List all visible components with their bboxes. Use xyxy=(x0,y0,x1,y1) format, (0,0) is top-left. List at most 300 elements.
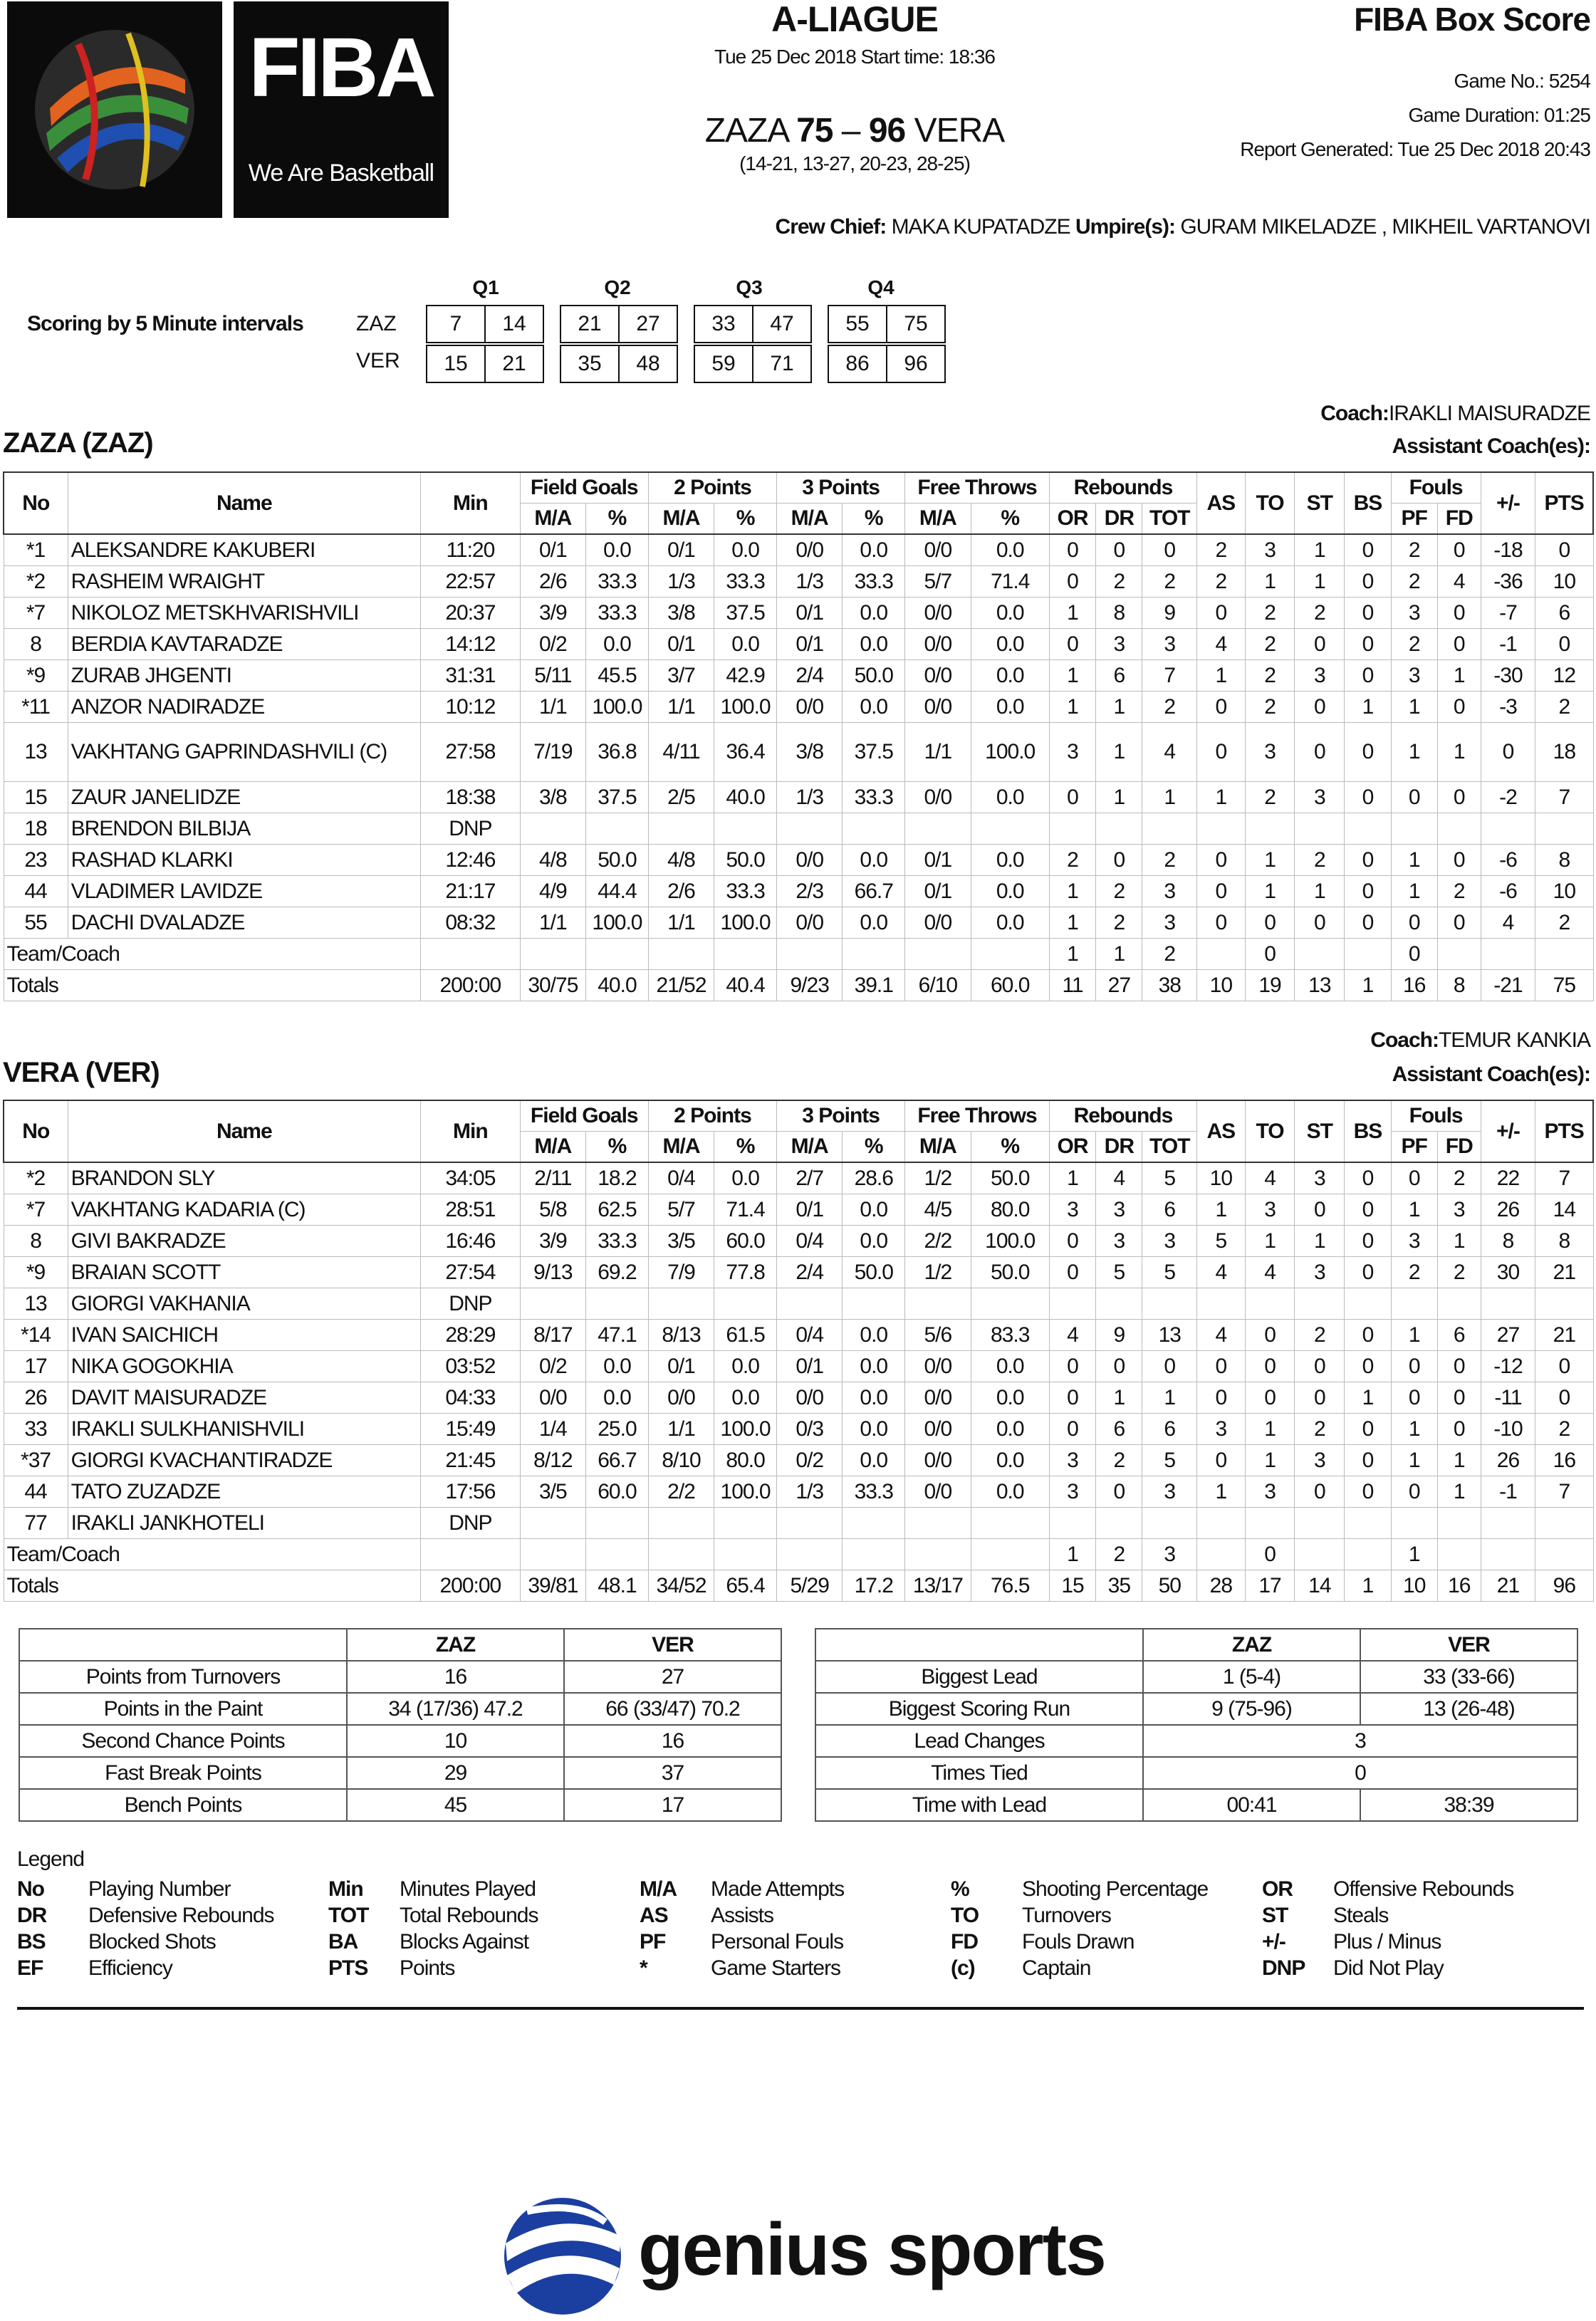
legend-description: Fouls Drawn xyxy=(1022,1930,1135,1954)
player-stat-cell: 80.0 xyxy=(971,1194,1049,1226)
legend-abbr: OR xyxy=(1262,1877,1293,1901)
legend-abbr: % xyxy=(951,1877,969,1901)
player-row xyxy=(4,598,1593,629)
player-stat-cell: 0/1 xyxy=(905,845,971,876)
player-stat-cell: 0.0 xyxy=(586,1351,649,1382)
col-percent: % xyxy=(586,504,649,535)
totals-row-cell: 16 xyxy=(1437,1570,1481,1602)
player-stat-cell: 0.0 xyxy=(843,907,905,939)
player-stat-cell: 0 xyxy=(1345,660,1391,692)
stats-row xyxy=(815,1693,1577,1725)
col-fouls: Fouls xyxy=(1391,472,1481,504)
player-number: 55 xyxy=(4,907,68,939)
player-stat-cell: 0 xyxy=(1096,1476,1142,1508)
col-points: PTS xyxy=(1535,1100,1593,1162)
stats-value: 37 xyxy=(564,1757,781,1789)
player-stat-cell: 0/0 xyxy=(777,1382,843,1414)
player-stat-cell xyxy=(520,1288,585,1320)
stats-row xyxy=(19,1789,781,1821)
legend-description: Defensive Rebounds xyxy=(88,1904,274,1927)
player-stat-cell: 0.0 xyxy=(971,1414,1049,1445)
player-name: GIORGI KVACHANTIRADZE xyxy=(68,1445,420,1476)
player-stat-cell: 1/3 xyxy=(777,782,843,813)
stats-label: Points in the Paint xyxy=(19,1693,347,1725)
player-number: 44 xyxy=(4,876,68,907)
player-stat-cell: 50.0 xyxy=(586,845,649,876)
player-stat-cell: 0.0 xyxy=(714,534,777,566)
stats-value: 29 xyxy=(347,1757,564,1789)
col-personal-fouls: PF xyxy=(1391,1132,1437,1163)
player-number: 23 xyxy=(4,845,68,876)
player-stat-cell: 0.0 xyxy=(971,534,1049,566)
col-percent: % xyxy=(843,504,905,535)
player-row xyxy=(4,1414,1593,1445)
player-stat-cell: -12 xyxy=(1481,1351,1535,1382)
stats-label: Second Chance Points xyxy=(19,1725,347,1757)
player-stat-cell: 0.0 xyxy=(843,1351,905,1382)
player-stat-cell: 60.0 xyxy=(714,1226,777,1257)
player-stat-cell: 3/9 xyxy=(520,598,585,629)
player-stat-cell xyxy=(1197,1288,1246,1320)
stats-value: 0 xyxy=(1143,1757,1577,1789)
col-2-points: 2 Points xyxy=(648,472,776,504)
fiba-logo xyxy=(7,1,449,218)
player-stat-cell: 33.3 xyxy=(843,782,905,813)
player-stat-cell xyxy=(520,813,585,845)
player-stat-cell xyxy=(905,813,971,845)
interval-value: 14 xyxy=(502,312,526,335)
player-stat-cell: 0 xyxy=(1197,723,1246,782)
player-stat-cell: 45.5 xyxy=(586,660,649,692)
col-made-attempts: M/A xyxy=(905,1132,971,1163)
totals-row-cell: 16 xyxy=(1391,970,1437,1001)
player-stat-cell xyxy=(1345,1288,1391,1320)
player-stat-cell: 1 xyxy=(1096,723,1142,782)
player-stat-cell: 0 xyxy=(1096,1351,1142,1382)
player-row xyxy=(4,907,1593,939)
player-stat-cell: 0/0 xyxy=(777,907,843,939)
player-stat-cell: 33.3 xyxy=(586,1226,649,1257)
genius-globe-icon xyxy=(499,2194,627,2318)
player-stat-cell: 1 xyxy=(1245,566,1295,598)
player-stat-cell: 2 xyxy=(1391,1257,1437,1288)
player-stat-cell: 0 xyxy=(1345,1194,1391,1226)
player-stat-cell: 2 xyxy=(1096,907,1142,939)
player-stat-cell: 7 xyxy=(1535,782,1593,813)
player-stat-cell: 1 xyxy=(1197,782,1246,813)
fiba-tagline: We Are Basketball xyxy=(248,160,434,187)
team-coach-row-cell xyxy=(1295,939,1345,970)
player-stat-cell: 1/1 xyxy=(905,723,971,782)
final-score xyxy=(627,111,1083,150)
stats-value: 38:39 xyxy=(1360,1789,1577,1821)
player-stat-cell: 1 xyxy=(1096,1382,1142,1414)
interval-value: 33 xyxy=(695,306,753,342)
player-stat-cell: 0/0 xyxy=(905,629,971,660)
player-stat-cell xyxy=(1345,813,1391,845)
totals-row-cell: 8 xyxy=(1437,970,1481,1001)
player-stat-cell: -10 xyxy=(1481,1414,1535,1445)
col-percent: % xyxy=(714,504,777,535)
player-number: 13 xyxy=(4,723,68,782)
totals-row-cell: 1 xyxy=(1345,970,1391,1001)
player-stat-cell: 33.3 xyxy=(586,598,649,629)
player-stat-cell: 5 xyxy=(1142,1257,1197,1288)
totals-row-cell: 40.0 xyxy=(586,970,649,1001)
player-stat-cell: 0.0 xyxy=(971,907,1049,939)
totals-row-cell: 76.5 xyxy=(971,1570,1049,1602)
crew-chief: MAKA KUPATADZE xyxy=(891,215,1070,239)
player-stat-cell: 1 xyxy=(1197,1194,1246,1226)
player-stat-cell: 3 xyxy=(1295,1162,1345,1194)
team-coach-row-cell xyxy=(1481,939,1535,970)
player-stat-cell: 0/0 xyxy=(777,692,843,723)
away-team-name: VERA xyxy=(914,112,1005,150)
stats-value: 9 (75-96) xyxy=(1143,1693,1360,1725)
player-stat-cell: 0 xyxy=(1295,723,1345,782)
stats-value: 45 xyxy=(347,1789,564,1821)
box-body xyxy=(4,1162,1593,1602)
box-header xyxy=(4,472,1593,534)
player-stat-cell: 6 xyxy=(1437,1320,1481,1351)
stats-header-cell: ZAZ xyxy=(1143,1629,1360,1661)
col-steals: ST xyxy=(1295,472,1345,534)
player-name: RASHAD KLARKI xyxy=(68,845,420,876)
interval-box-q4-ver xyxy=(828,345,946,383)
interval-box-q1-ver xyxy=(426,345,544,383)
player-stat-cell: -11 xyxy=(1481,1382,1535,1414)
player-number: *2 xyxy=(4,1162,68,1194)
player-name: IRAKLI SULKHANISHVILI xyxy=(68,1414,420,1445)
col-assists: AS xyxy=(1197,1100,1246,1162)
player-stat-cell: 1 xyxy=(1295,566,1345,598)
player-stat-cell xyxy=(586,813,649,845)
officials xyxy=(776,215,1590,239)
player-stat-cell: 0/0 xyxy=(905,782,971,813)
player-stat-cell xyxy=(1535,813,1593,845)
player-stat-cell: 80.0 xyxy=(714,1445,777,1476)
player-stat-cell: 0.0 xyxy=(843,598,905,629)
player-number: *2 xyxy=(4,566,68,598)
player-stat-cell: 1 xyxy=(1391,1194,1437,1226)
col-defensive-rebounds: DR xyxy=(1096,1132,1142,1163)
player-row xyxy=(4,534,1593,566)
totals-row xyxy=(4,1570,1593,1602)
player-stat-cell: 2 xyxy=(1049,845,1095,876)
totals-row-cell: 75 xyxy=(1535,970,1593,1001)
player-stat-cell: 2/4 xyxy=(777,660,843,692)
totals-row-cell: 6/10 xyxy=(905,970,971,1001)
interval-value: 35 xyxy=(561,346,620,382)
player-stat-cell: 1 xyxy=(1197,660,1246,692)
player-stat-cell: 0 xyxy=(1197,1382,1246,1414)
player-stat-cell: 1/1 xyxy=(648,1414,714,1445)
player-stat-cell: 4 xyxy=(1245,1257,1295,1288)
team-coach-row-cell: 0 xyxy=(1245,1539,1295,1570)
player-stat-cell: 22 xyxy=(1481,1162,1535,1194)
player-stat-cell: 10 xyxy=(1535,876,1593,907)
player-stat-cell: 0.0 xyxy=(971,1382,1049,1414)
totals-row-cell: 39/81 xyxy=(520,1570,585,1602)
stats-label: Biggest Lead xyxy=(815,1661,1143,1693)
legend xyxy=(17,1877,1584,1991)
totals-row-cell: 60.0 xyxy=(971,970,1049,1001)
legend-abbr: DR xyxy=(17,1904,47,1927)
player-stat-cell: 1/2 xyxy=(905,1162,971,1194)
player-stat-cell: 2 xyxy=(1295,598,1345,629)
player-row xyxy=(4,845,1593,876)
player-stat-cell: 0/1 xyxy=(648,1351,714,1382)
player-stat-cell xyxy=(714,1288,777,1320)
player-stat-cell xyxy=(1049,813,1095,845)
col-rebounds: Rebounds xyxy=(1049,1100,1196,1132)
player-stat-cell: 14 xyxy=(1535,1194,1593,1226)
player-stat-cell: 1 xyxy=(1437,1445,1481,1476)
player-stat-cell: 4/8 xyxy=(648,845,714,876)
player-stat-cell xyxy=(905,1508,971,1539)
team1-assistant-coach: Assistant Coach(es): xyxy=(1392,434,1590,458)
player-stat-cell xyxy=(1295,1288,1345,1320)
player-stat-cell: 3 xyxy=(1295,660,1345,692)
totals-row-cell: 34/52 xyxy=(648,1570,714,1602)
player-stat-cell: 3 xyxy=(1245,534,1295,566)
player-stat-cell: 12:46 xyxy=(421,845,521,876)
player-number: *1 xyxy=(4,534,68,566)
interval-box-q2-ver xyxy=(560,345,678,383)
team-coach-row-cell xyxy=(777,939,843,970)
player-stat-cell: 47.1 xyxy=(586,1320,649,1351)
team-coach-row-cell xyxy=(1535,1539,1593,1570)
legend-description: Blocked Shots xyxy=(88,1930,216,1954)
stats-header-cell: ZAZ xyxy=(347,1629,564,1661)
player-stat-cell: 0.0 xyxy=(971,782,1049,813)
col-field-goals: Field Goals xyxy=(520,472,648,504)
player-name: VAKHTANG GAPRINDASHVILI (C) xyxy=(68,723,420,782)
col-min: Min xyxy=(421,1100,521,1162)
totals-row-cell: 96 xyxy=(1535,1570,1593,1602)
player-stat-cell: 1/3 xyxy=(777,1476,843,1508)
stats-value: 13 (26-48) xyxy=(1360,1693,1577,1725)
totals-row-cell: 13/17 xyxy=(905,1570,971,1602)
player-stat-cell: 3 xyxy=(1295,1257,1345,1288)
player-stat-cell: 0 xyxy=(1437,1351,1481,1382)
player-stat-cell: 0 xyxy=(1345,629,1391,660)
player-name: VLADIMER LAVIDZE xyxy=(68,876,420,907)
col-assists: AS xyxy=(1197,472,1246,534)
q4-label: Q4 xyxy=(867,276,895,298)
player-name: BRANDON SLY xyxy=(68,1162,420,1194)
player-stat-cell: 0 xyxy=(1345,598,1391,629)
col-3-points: 3 Points xyxy=(777,472,905,504)
player-stat-cell: 3 xyxy=(1096,1226,1142,1257)
player-stat-cell: 50.0 xyxy=(714,845,777,876)
player-stat-cell: 0 xyxy=(1096,845,1142,876)
player-stat-cell: 1 xyxy=(1437,1476,1481,1508)
player-stat-cell: DNP xyxy=(421,1508,521,1539)
legend-abbr: +/- xyxy=(1262,1930,1285,1954)
player-stat-cell: 3/9 xyxy=(520,1226,585,1257)
team-coach-row-cell: 3 xyxy=(1142,1539,1197,1570)
team-coach-row-cell xyxy=(586,939,649,970)
legend-abbr: TO xyxy=(951,1904,979,1927)
player-stat-cell: 0.0 xyxy=(843,692,905,723)
stats-label: Time with Lead xyxy=(815,1789,1143,1821)
player-stat-cell: 1 xyxy=(1295,876,1345,907)
player-stat-cell: 8 xyxy=(1481,1226,1535,1257)
player-name: NIKA GOGOKHIA xyxy=(68,1351,420,1382)
player-stat-cell: 1 xyxy=(1391,723,1437,782)
player-stat-cell: 50.0 xyxy=(843,1257,905,1288)
player-number: *37 xyxy=(4,1445,68,1476)
player-stat-cell: 0 xyxy=(1049,534,1095,566)
player-name: GIORGI VAKHANIA xyxy=(68,1288,420,1320)
col-made-attempts: M/A xyxy=(777,504,843,535)
player-stat-cell xyxy=(520,1508,585,1539)
player-stat-cell: 0 xyxy=(1049,1382,1095,1414)
player-stat-cell: 66.7 xyxy=(586,1445,649,1476)
player-stat-cell: 1 xyxy=(1245,1226,1295,1257)
player-number: 17 xyxy=(4,1351,68,1382)
legend-abbr: M/A xyxy=(640,1877,677,1901)
player-stat-cell: 2 xyxy=(1197,534,1246,566)
player-stat-cell: 33.3 xyxy=(843,566,905,598)
player-stat-cell: 7 xyxy=(1535,1476,1593,1508)
player-stat-cell: 1 xyxy=(1197,1476,1246,1508)
player-stat-cell: 100.0 xyxy=(714,907,777,939)
player-stat-cell xyxy=(1437,1508,1481,1539)
player-stat-cell: 33.3 xyxy=(843,1476,905,1508)
totals-row-label: Totals xyxy=(4,970,421,1001)
player-stat-cell: 0 xyxy=(1049,1351,1095,1382)
player-stat-cell: 4 xyxy=(1437,566,1481,598)
player-stat-cell: 16:46 xyxy=(421,1226,521,1257)
player-stat-cell: 3/7 xyxy=(648,660,714,692)
totals-row-cell: 40.4 xyxy=(714,970,777,1001)
team-coach-row-cell: 0 xyxy=(1391,939,1437,970)
player-stat-cell: 36.4 xyxy=(714,723,777,782)
team-coach-row-cell xyxy=(905,1539,971,1570)
player-name: ANZOR NADIRADZE xyxy=(68,692,420,723)
player-stat-cell: 0 xyxy=(1345,1445,1391,1476)
player-stat-cell: 0.0 xyxy=(843,1194,905,1226)
player-stat-cell: 25.0 xyxy=(586,1414,649,1445)
player-stat-cell: 14:12 xyxy=(421,629,521,660)
interval-value: 21 xyxy=(561,306,620,342)
player-stat-cell: 0/0 xyxy=(777,534,843,566)
player-stat-cell: 0/0 xyxy=(905,1476,971,1508)
player-stat-cell: 0.0 xyxy=(971,1351,1049,1382)
player-stat-cell xyxy=(843,813,905,845)
player-stat-cell: 2 xyxy=(1437,1257,1481,1288)
player-stat-cell xyxy=(648,1508,714,1539)
player-stat-cell: 5/11 xyxy=(520,660,585,692)
player-stat-cell: 2/4 xyxy=(777,1257,843,1288)
legend-abbr: No xyxy=(17,1877,44,1901)
player-stat-cell: 3 xyxy=(1049,1445,1095,1476)
totals-row-cell: 15 xyxy=(1049,1570,1095,1602)
player-stat-cell: -1 xyxy=(1481,1476,1535,1508)
player-stat-cell: 37.5 xyxy=(714,598,777,629)
player-stat-cell: 0 xyxy=(1437,534,1481,566)
player-stat-cell: 66.7 xyxy=(843,876,905,907)
col-total-rebounds: TOT xyxy=(1142,1132,1197,1163)
stats-value: 17 xyxy=(564,1789,781,1821)
player-stat-cell: 1 xyxy=(1437,660,1481,692)
player-stat-cell xyxy=(1197,813,1246,845)
player-stat-cell: 0/0 xyxy=(905,1382,971,1414)
col-percent: % xyxy=(971,1132,1049,1163)
player-stat-cell xyxy=(1295,1508,1345,1539)
player-number: 33 xyxy=(4,1414,68,1445)
player-stat-cell: 3/5 xyxy=(648,1226,714,1257)
player-stat-cell xyxy=(714,813,777,845)
player-stat-cell: 33.3 xyxy=(586,566,649,598)
player-stat-cell xyxy=(843,1508,905,1539)
col-personal-fouls: PF xyxy=(1391,504,1437,535)
team-coach-row-cell: 1 xyxy=(1391,1539,1437,1570)
player-stat-cell xyxy=(1142,1288,1197,1320)
team-coach-row-cell xyxy=(1197,1539,1246,1570)
stats-value: 16 xyxy=(564,1725,781,1757)
totals-row-cell: 48.1 xyxy=(586,1570,649,1602)
player-stat-cell: 9/13 xyxy=(520,1257,585,1288)
player-stat-cell: 0/1 xyxy=(777,1351,843,1382)
col-percent: % xyxy=(971,504,1049,535)
player-row xyxy=(4,1382,1593,1414)
player-stat-cell: 0 xyxy=(1345,1226,1391,1257)
player-stat-cell: 8/12 xyxy=(520,1445,585,1476)
legend-abbr: EF xyxy=(17,1956,43,1980)
stats-label: Biggest Scoring Run xyxy=(815,1693,1143,1725)
player-stat-cell: 0 xyxy=(1245,1351,1295,1382)
col-turnovers: TO xyxy=(1245,472,1295,534)
col-fouls-drawn: FD xyxy=(1437,1132,1481,1163)
stats-label: Points from Turnovers xyxy=(19,1661,347,1693)
player-stat-cell xyxy=(1437,1288,1481,1320)
legend-abbr: * xyxy=(640,1956,647,1980)
player-stat-cell: 18.2 xyxy=(586,1162,649,1194)
team-coach-row-label: Team/Coach xyxy=(4,939,421,970)
player-stat-cell: 6 xyxy=(1142,1194,1197,1226)
player-stat-cell: 1 xyxy=(1142,782,1197,813)
player-number: 26 xyxy=(4,1382,68,1414)
player-stat-cell: 0 xyxy=(1049,629,1095,660)
player-row xyxy=(4,1508,1593,1539)
totals-row-cell: 9/23 xyxy=(777,970,843,1001)
player-stat-cell: 21 xyxy=(1535,1257,1593,1288)
stats-label: Lead Changes xyxy=(815,1725,1143,1757)
player-stat-cell: 13 xyxy=(1142,1320,1197,1351)
player-number: 44 xyxy=(4,1476,68,1508)
col-points: PTS xyxy=(1535,472,1593,534)
player-stat-cell: 0 xyxy=(1197,1445,1246,1476)
player-stat-cell: 5 xyxy=(1197,1226,1246,1257)
player-stat-cell: 3 xyxy=(1142,907,1197,939)
stats-header-cell xyxy=(19,1629,347,1661)
period-scores: (14-21, 13-27, 20-23, 28-25) xyxy=(739,152,970,174)
player-stat-cell: 1 xyxy=(1391,1445,1437,1476)
player-stat-cell: 44.4 xyxy=(586,876,649,907)
player-stat-cell: 0 xyxy=(1437,692,1481,723)
totals-row-cell: 1 xyxy=(1345,1570,1391,1602)
player-stat-cell: 0.0 xyxy=(843,1382,905,1414)
player-name: RASHEIM WRAIGHT xyxy=(68,566,420,598)
player-stat-cell xyxy=(1295,813,1345,845)
player-stat-cell xyxy=(1049,1288,1095,1320)
legend-description: Assists xyxy=(711,1904,774,1927)
player-stat-cell: 15:49 xyxy=(421,1414,521,1445)
player-stat-cell: 0 xyxy=(1142,1351,1197,1382)
